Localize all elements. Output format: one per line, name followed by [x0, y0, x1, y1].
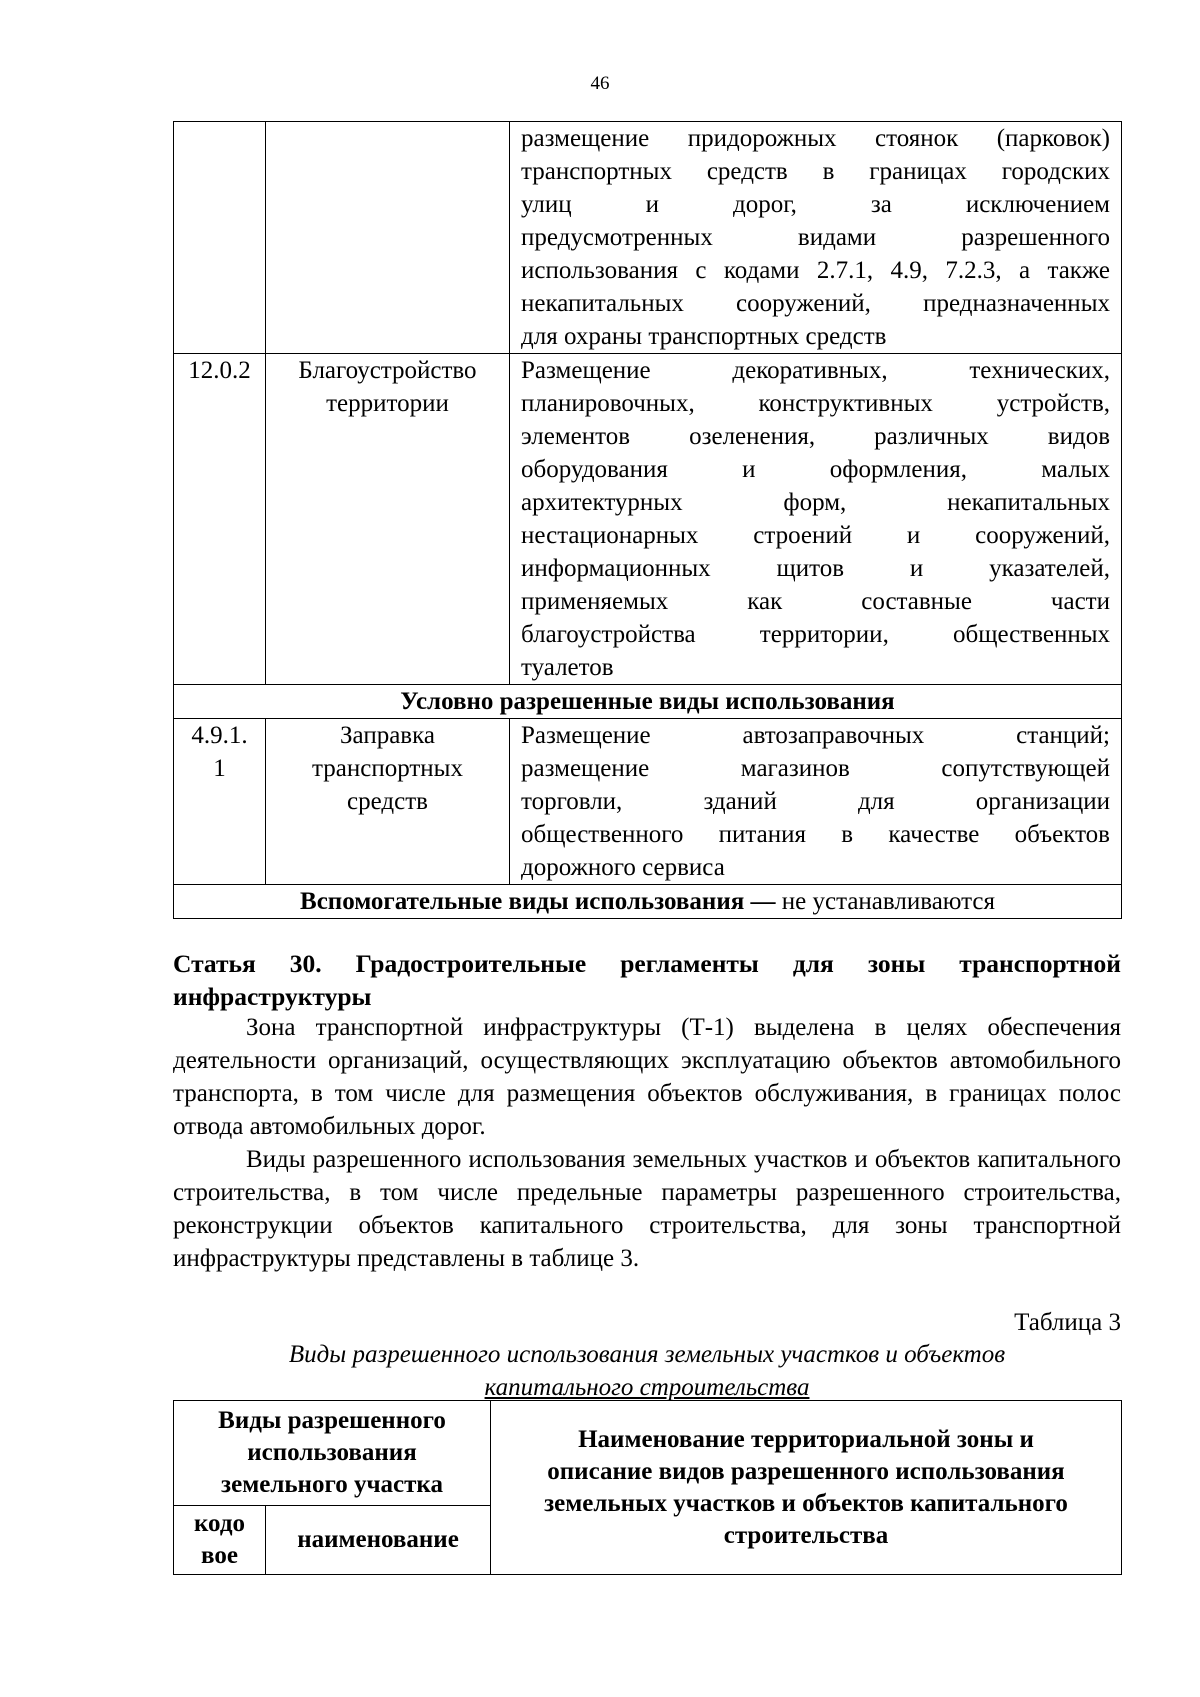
header-line: строительства	[723, 1521, 889, 1549]
header-code	[174, 1506, 266, 1575]
name-cell	[266, 719, 510, 885]
description-line: элементов озеленения, различных видов	[521, 423, 1110, 450]
article-body	[173, 1011, 1121, 1275]
header-line: земельного участка	[221, 1471, 443, 1498]
description-line: благоустройства территории, общественных	[521, 621, 1110, 648]
conditional-uses-header: Условно разрешенные виды использования	[174, 685, 1122, 719]
header-description	[491, 1401, 1122, 1575]
auxiliary-uses-status: не устанавливаются	[775, 888, 995, 915]
code-cell: 12.0.2	[174, 354, 266, 685]
name-line: средств	[347, 788, 428, 815]
auxiliary-uses-row	[174, 885, 1122, 919]
description-cell	[510, 719, 1122, 885]
description-line: Размещение декоративных, технических,	[521, 357, 1110, 384]
paragraph: Виды разрешенного использования земельных участков и объектов капитального строительства, в том числе предельные параметры разрешенного строительства, реконструкции объектов капитального строительства, для зоны транспортной инфраструктуры представлены в таблице 3.	[173, 1146, 1121, 1272]
description-line: улиц и дорог, за исключением	[521, 191, 1110, 218]
section-header-row	[174, 685, 1122, 719]
header-line: использования	[247, 1439, 417, 1466]
name-line: Благоустройство	[298, 357, 477, 384]
table-row	[174, 354, 1122, 685]
description-line: некапитальных сооружений, предназначенных	[521, 290, 1110, 317]
description-line: размещение магазинов сопутствующей	[521, 755, 1110, 782]
header-line: кодо	[193, 1510, 245, 1537]
description-line: транспортных средств в границах городских	[521, 158, 1110, 185]
description-line: нестационарных строений и сооружений,	[521, 522, 1110, 549]
description-cell	[510, 122, 1122, 354]
land-use-table-continued	[173, 121, 1122, 919]
caption-line-text: капитального строительства	[484, 1374, 810, 1401]
description-cell	[510, 354, 1122, 685]
name-line: Заправка	[340, 722, 435, 749]
table-row	[174, 719, 1122, 885]
description-line: предусмотренных видами разрешенного	[521, 224, 1110, 251]
code-cell	[174, 719, 266, 885]
description-line: информационных щитов и указателей,	[521, 555, 1110, 582]
header-line: вое	[201, 1542, 238, 1569]
name-cell	[266, 122, 510, 354]
description-line: Размещение автозаправочных станций;	[521, 722, 1110, 749]
paragraph: Зона транспортной инфраструктуры (Т-1) выделена в целях обеспечения деятельности организаций, осуществляющих эксплуатацию объектов автомобильного транспорта, в том числе для размещения объектов обслуживания, в границах полос отвода автомобильных дорог.	[173, 1014, 1121, 1140]
article-title	[173, 947, 1121, 1013]
code-line: 1	[213, 755, 226, 782]
land-use-table-header	[173, 1400, 1122, 1575]
description-line: общественного питания в качестве объектов	[521, 821, 1110, 848]
name-line: транспортных	[312, 755, 463, 782]
code-cell	[174, 122, 266, 354]
header-line: земельных участков и объектов капитального	[544, 1489, 1068, 1517]
header-line: Наименование территориальной зоны и	[578, 1425, 1034, 1453]
table-label: Таблица 3	[1014, 1309, 1121, 1336]
code-line: 4.9.1.	[191, 722, 248, 749]
table-caption	[173, 1338, 1121, 1404]
description-line: для охраны транспортных средств	[521, 323, 887, 350]
description-line: применяемых как составные части	[521, 588, 1110, 615]
table-row	[174, 122, 1122, 354]
description-line: туалетов	[521, 654, 614, 681]
table-header-row	[174, 1401, 1122, 1506]
name-cell	[266, 354, 510, 685]
description-line: использования с кодами 2.7.1, 4.9, 7.2.3, а также	[521, 257, 1110, 284]
article-title-text: Статья 30. Градостроительные регламенты для зоны транспортной инфраструктуры	[173, 949, 1121, 1011]
auxiliary-uses-title: Вспомогательные виды использования —	[300, 888, 776, 915]
header-line: описание видов разрешенного использования	[547, 1457, 1065, 1485]
header-line: Виды разрешенного	[218, 1407, 446, 1434]
description-line: размещение придорожных стоянок (парковок)	[521, 125, 1110, 152]
page-number: 46	[590, 73, 610, 94]
description-line: архитектурных форм, некапитальных	[521, 489, 1110, 516]
description-line: планировочных, конструктивных устройств,	[521, 390, 1110, 417]
header-name: наименование	[266, 1506, 491, 1575]
description-line: дорожного сервиса	[521, 854, 725, 881]
name-line: территории	[326, 390, 449, 417]
header-land-use-group	[174, 1401, 491, 1506]
description-line: торговли, зданий для организации	[521, 788, 1110, 815]
caption-line: Виды разрешенного использования земельных участков и объектов	[288, 1341, 1006, 1368]
description-line: оборудования и оформления, малых	[521, 456, 1110, 483]
section-header-row	[174, 885, 1122, 919]
